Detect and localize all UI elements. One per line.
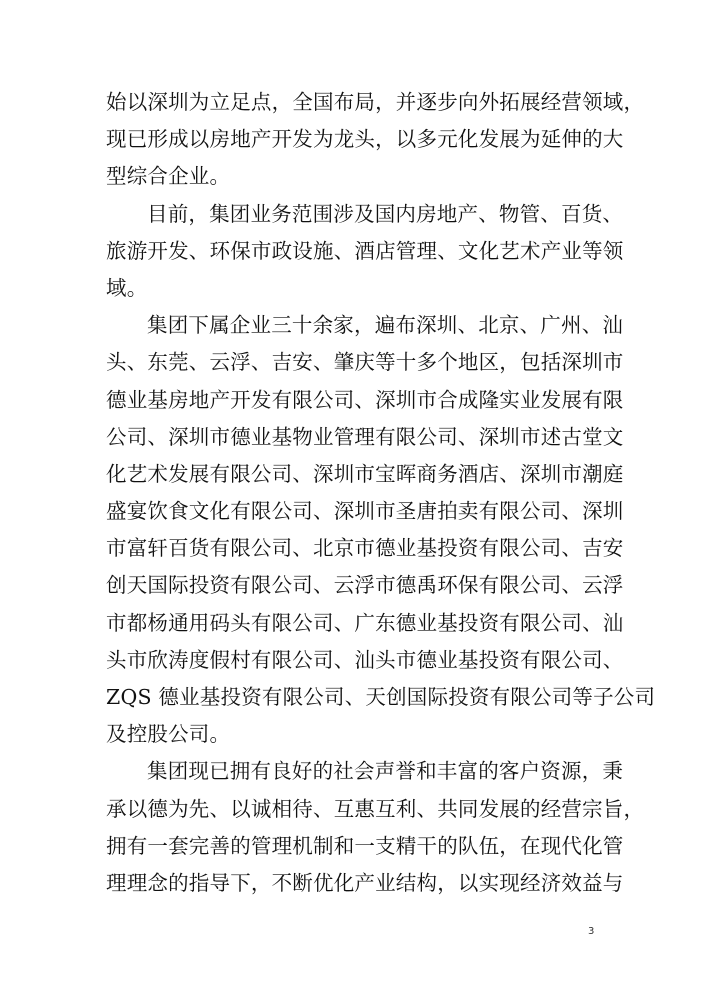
text-line: 头、东莞、云浮、吉安、肇庆等十多个地区，包括深圳市: [106, 350, 624, 375]
text-line: 现已形成以房地产开发为龙头，以多元化发展为延伸的大: [106, 127, 624, 152]
text-line: 市都杨通用码头有限公司、广东德业基投资有限公司、汕: [106, 610, 624, 635]
text-line: 创天国际投资有限公司、云浮市德禹环保有限公司、云浮: [106, 573, 624, 598]
text-line: 集团下属企业三十余家，遍布深圳、北京、广州、汕: [147, 313, 624, 338]
text-line: 旅游开发、环保市政设施、酒店管理、文化艺术产业等领: [106, 238, 624, 263]
text-line: 始以深圳为立足点，全国布局，并逐步向外拓展经营领域，: [106, 90, 645, 114]
body-text: [106, 84, 656, 902]
text-line: 及控股公司。: [106, 722, 231, 747]
text-line: 集团现已拥有良好的社会声誉和丰富的客户资源，秉: [147, 759, 624, 784]
text-line: 拥有一套完善的管理机制和一支精干的队伍，在现代化管: [106, 833, 624, 858]
text-line: 型综合企业。: [106, 164, 231, 189]
text-line: 市富轩百货有限公司、北京市德业基投资有限公司、吉安: [106, 536, 624, 561]
text-line: 承以德为先、以诚相待、互惠互利、共同发展的经营宗旨，: [106, 796, 645, 821]
text-line: 头市欣涛度假村有限公司、汕头市德业基投资有限公司、: [106, 647, 624, 672]
text-line: 理理念的指导下，不断优化产业结构，以实现经济效益与: [106, 870, 624, 895]
page-number: 3: [588, 926, 595, 937]
text-line: 化艺术发展有限公司、深圳市宝晖商务酒店、深圳市潮庭: [106, 461, 624, 486]
text-line: 公司、深圳市德业基物业管理有限公司、深圳市述古堂文: [106, 424, 624, 449]
text-line: 域。: [106, 275, 148, 300]
text-line: 目前，集团业务范围涉及国内房地产、物管、百货、: [147, 201, 624, 226]
text-line: 德业基房地产开发有限公司、深圳市合成隆实业发展有限: [106, 387, 624, 412]
text-line: 盛宴饮食文化有限公司、深圳市圣唐拍卖有限公司、深圳: [106, 499, 624, 524]
text-line: ZQS 德业基投资有限公司、天创国际投资有限公司等子公司: [106, 685, 656, 709]
